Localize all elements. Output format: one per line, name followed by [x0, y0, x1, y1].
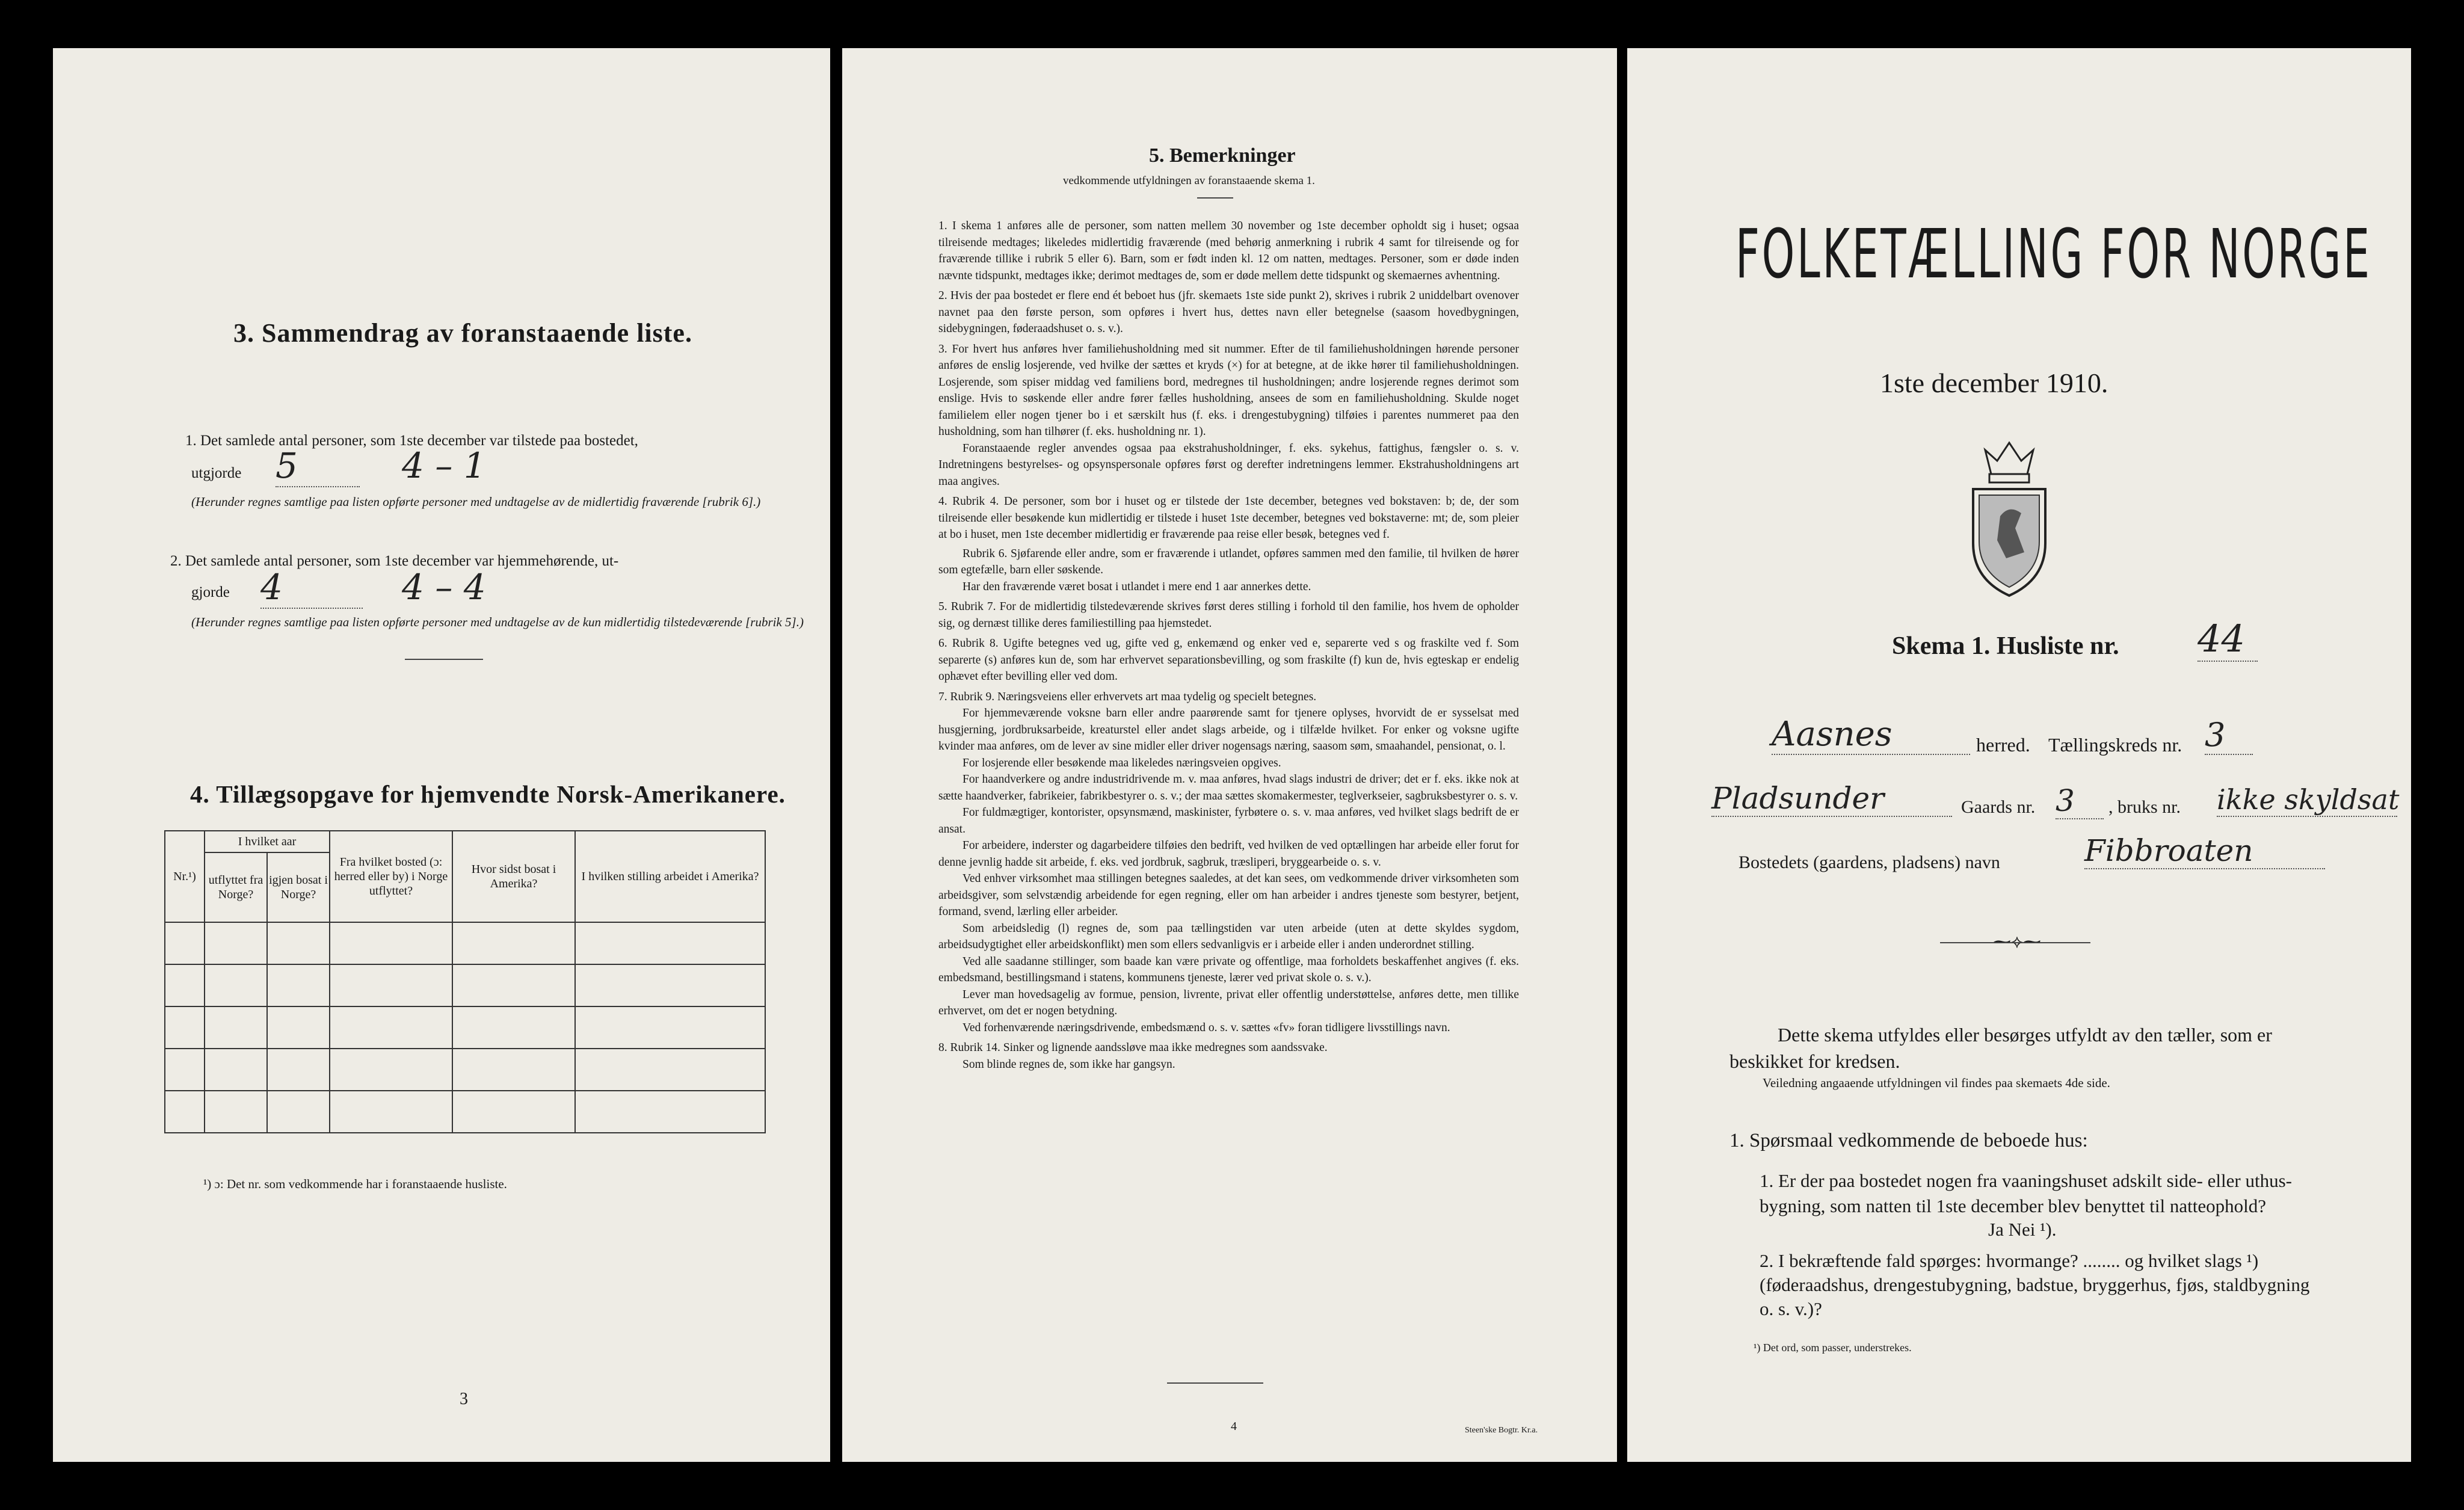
- table-row: [165, 964, 765, 1006]
- page-number: 4: [1231, 1420, 1237, 1433]
- bruks-label: , bruks nr.: [2108, 797, 2181, 817]
- remark-8: 8. Rubrik 14. Sinker og lignende aandssløve maa ikke medregnes som aandssvake.: [938, 1041, 1328, 1054]
- col-utflyttet: utflyttet fra Norge?: [205, 852, 267, 922]
- remark-7d: For haandverkere og andre industridrivende m. v. maa anføres, hvad slags industri de driver; det er f. eks. ikke nok at sætte haandverker, fabrikeier, fabrikbestyrer o. s. v.; der maa sættes skomakermester, teglverkseier, sagbruksbestyrer o. s. v.: [938, 773, 1519, 803]
- bosted-label: Bostedets (gaardens, pladsens) navn: [1739, 852, 2000, 872]
- table-row: [165, 1006, 765, 1049]
- bosted-value: Fibbroaten: [2084, 833, 2325, 869]
- section3-item1-text: 1. Det samlede antal personer, som 1ste december var tilstede paa bostedet,: [185, 433, 638, 449]
- item2-handwritten-extra: 4 – 4: [402, 567, 486, 608]
- bemerkninger-title: 5. Bemerkninger: [1149, 144, 1296, 167]
- husliste-number: 44: [2198, 617, 2258, 662]
- herred-label: herred.: [1976, 734, 2030, 756]
- col-fra-hvilket-bosted: Fra hvilket bosted (ɔ: herred eller by) i Norge utflyttet?: [330, 831, 452, 922]
- section3-item1-note: (Herunder regnes samtlige paa listen opførte personer med undtagelse av de midlertidig fraværende [rubrik 6].): [191, 495, 761, 509]
- col-igjen-bosat: igjen bosat i Norge?: [267, 852, 330, 922]
- section3-item2-lead: gjorde: [191, 584, 230, 600]
- remark-4b: Rubrik 6. Sjøfarende eller andre, som er fraværende i utlandet, opføres sammen med den familie, til hvilken de hører som egtefælle, barn eller søskende.: [938, 547, 1519, 576]
- divider: [1940, 942, 2090, 943]
- remark-2: 2. Hvis der paa bostedet er flere end ét beboet hus (jfr. skemaets 1ste side punkt 2), skrives i rubrik 2 uniddelbart ovenover navnet paa den første person, som opføres i hvert hus, dettes navn eller betegnelse (saasom hovedbygningen, sidebygningen, føderaadshuset o. s. v.).: [938, 289, 1519, 335]
- remark-6: 6. Rubrik 8. Ugifte betegnes ved ug, gifte ved g, enkemænd og enker ved e, separerte ved s og fraskilte ved f. Som separerte (s) anføres kun de, som har erhvervet separationsbevilling, og som fraskilte (f) kun de, hvis egteskap er endelig ophævet efter bevilling eller ved dom.: [938, 637, 1519, 683]
- divider: [1197, 197, 1233, 199]
- remark-4: 4. Rubrik 4. De personer, som bor i huset og er tilstede der 1ste december, betegnes ved bokstaven: b; de, der som tilreisende eller besøkende kun midlertidig er tilstede i huset 1ste december, betegnes ved bokstaverne: mt; de, som pleier at bo i huset, men 1ste december midlertidig er fraværende paa reise eller besøk, betegnes ved f.: [938, 495, 1519, 541]
- census-title: FOLKETÆLLING FOR NORGE: [1736, 215, 2372, 294]
- page-1-cover: [1627, 48, 2411, 1462]
- gaard-number: 3: [2056, 783, 2104, 819]
- remark-7g: Ved enhver virksomhet maa stillingen betegnes saaledes, at det kan sees, om vedkommende driver virksomheten som arbeidsgiver, som selvstændig arbeidende for egen regning, eller om han arbeider i andres tjeneste som bestyrer, betjent, formand, svend, lærling eller arbeider.: [938, 872, 1519, 918]
- skema-label: Skema 1. Husliste nr.: [1892, 632, 2119, 660]
- remark-7f: For arbeidere, inderster og dagarbeidere tilføies den bedrift, ved hvilken de ved optællingen har arbeide eller forut for denne jevnlig hadde sit arbeide, f. eks. ved jordbruk, sagbruk, træsliperi, bryggearbeide o. s. v.: [938, 839, 1519, 869]
- kreds-value: 3: [2205, 716, 2253, 755]
- gaard-label: Gaards nr.: [1961, 797, 2036, 817]
- col-hvor-sidst-bosat: Hvor sidst bosat i Amerika?: [452, 831, 575, 922]
- remark-7j: Lever man hovedsagelig av formue, pension, livrente, privat eller offentlig understøttelse, anføres dette, men tillike erhvervet, om det er nogen betydning.: [938, 988, 1519, 1017]
- remarks-list: [938, 218, 1519, 1073]
- question1-item1: 1. Er der paa bostedet nogen fra vaaningshuset adskilt side- eller uthus-bygning, som natten til 1ste december blev benyttet til natteophold?: [1760, 1170, 2292, 1216]
- remark-7i: Ved alle saadanne stillinger, som baade kan være private og offentlige, maa forholdets beskaffenhet angives (f. eks. embedsmand, bestillingsmand i statens, kommunens tjeneste, lærer ved privat skole o. s. v.).: [938, 955, 1519, 984]
- kreds-label: Tællingskreds nr.: [2048, 734, 2182, 756]
- divider: [1167, 1382, 1263, 1384]
- remark-7b: For hjemmeværende voksne barn eller andre paarørende samt for tjenere oplyses, hvorvidt de er sysselsat med husgjerning, jordbruksarbeide, kreaturstel eller andet slags arbeide, og i tilfælde hvilket. For enker og voksne ugifte kvinder maa anføres, om de lever av sine midler eller driver nogensags næring, saasom søm, smaahandel, pensionat, o. l.: [938, 707, 1519, 753]
- section4-footnote: ¹) ɔ: Det nr. som vedkommende har i foranstaaende husliste.: [203, 1177, 507, 1191]
- census-date: 1ste december 1910.: [1880, 368, 2108, 398]
- intro-note: Veiledning angaaende utfyldningen vil findes paa skemaets 4de side.: [1763, 1076, 2110, 1090]
- coat-of-arms-icon: [1964, 438, 2054, 600]
- section3-item2-text: 2. Det samlede antal personer, som 1ste december var hjemmehørende, ut-: [170, 553, 619, 569]
- item1-handwritten-count: 5: [276, 445, 360, 487]
- remark-3b: Foranstaaende regler anvendes ogsaa paa ekstrahusholdninger, f. eks. sykehus, fattighus, fængsler o. s. v. Indretningens bestyrelses- og opsynspersonale opføres først og derefter indretningens lemmer. Ekstrahusholdningens art maa angives.: [938, 442, 1519, 488]
- right-footnote: ¹) Det ord, som passer, understrekes.: [1754, 1342, 1912, 1354]
- gaard-value: Pladsunder: [1711, 781, 1952, 817]
- remark-7e: For fuldmægtiger, kontorister, opsynsmænd, maskinister, fyrbøtere o. s. v. maa anføres, ved hvilket slags bedrift de er ansat.: [938, 806, 1519, 836]
- page-4: [842, 48, 1617, 1462]
- item2-handwritten-count: 4: [260, 567, 363, 609]
- bemerkninger-subtitle: vedkommende utfyldningen av foranstaaende skema 1.: [1063, 174, 1315, 187]
- col-nr: Nr.¹): [165, 831, 205, 922]
- question1-item2: 2. I bekræftende fald spørges: hvormange? ........ og hvilket slags ¹) (føderaadshus, drengestubygning, badstue, bryggerhus, fjøs, staldbygning o. s. v.)?: [1760, 1250, 2310, 1319]
- intro-text: Dette skema utfyldes eller besørges utfyldt av den tæller, som er beskikket for kredsen.: [1729, 1024, 2272, 1072]
- remark-7k: Ved forhenværende næringsdrivende, embedsmænd o. s. v. sættes «fv» foran tidligere livsstillings navn.: [962, 1021, 1450, 1034]
- remark-5: 5. Rubrik 7. For de midlertidig tilstedeværende skrives først deres stilling i forhold til den familie, hos hvem de opholder sig, og dernæst tillike deres familiestilling paa hjemstedet.: [938, 600, 1519, 630]
- remark-3: 3. For hvert hus anføres hver familiehusholdning med sit nummer. Efter de til familiehusholdningen hørende personer anføres de enslig losjerende, ved hvilke der sættes et kryds (×) for at betegne, at de ikke hører til familiehusholdningen. Losjerende, som spiser middag ved familiens bord, medregnes til husholdningen; andre losjerende regnes derimot som enslige. Hvis to søskende eller andre fører fælles husholdning, ansees de som en familiehusholdning. Skulde noget familielem eller nogen tjener bo i et særskilt hus (f. eks. i drengestubygning) tilføies i parentes nummeret paa den husholdning, som han tilhører (f. eks. husholdning nr. 1).: [938, 342, 1519, 438]
- page-number: 3: [460, 1390, 468, 1408]
- item1-handwritten-extra: 4 – 1: [402, 445, 486, 486]
- divider: [405, 659, 483, 660]
- norsk-amerikanere-table: [164, 830, 766, 1133]
- page-3: [53, 48, 830, 1462]
- section3-title: 3. Sammendrag av foranstaaende liste.: [233, 318, 692, 348]
- table-row: [165, 922, 765, 964]
- col-i-hvilket-aar: I hvilket aar: [205, 831, 330, 852]
- remark-7c: For losjerende eller besøkende maa likeledes næringsveien opgives.: [962, 756, 1281, 769]
- remark-7: 7. Rubrik 9. Næringsveiens eller erhvervets art maa tydelig og specielt betegnes.: [938, 690, 1317, 703]
- col-stilling: I hvilken stilling arbeidet i Amerika?: [575, 831, 765, 922]
- question1-item1-answer: Ja Nei ¹).: [1988, 1219, 2057, 1240]
- table-row: [165, 1091, 765, 1133]
- remark-7h: Som arbeidsledig (l) regnes de, som paa tællingstiden var uten arbeide (uten at dette skyldes sygdom, arbeidsudygtighet eller arbeidskonflikt) men som ellers sedvanligvis er i arbeide eller i anden underordnet stilling.: [938, 922, 1519, 951]
- bruks-value: ikke skyldsat: [2217, 783, 2400, 816]
- section3-item2-note: (Herunder regnes samtlige paa listen opførte personer med undtagelse av de kun midlertidig tilstedeværende [rubrik 5].): [191, 615, 804, 629]
- section4-title: 4. Tillægsopgave for hjemvendte Norsk-Amerikanere.: [190, 780, 786, 808]
- printer-mark: Steen'ske Bogtr. Kr.a.: [1465, 1426, 1538, 1435]
- remark-1: 1. I skema 1 anføres alle de personer, som natten mellem 30 november og 1ste december opholdt sig i huset; ogsaa tilreisende medtages; likeledes midlertidig fraværende (med behørig anmerkning i rubrik 4 samt for tilreisende og for fraværende tillike i rubrik 5 eller 6). Barn, som er født inden kl. 12 om natten, medtages. Personer, som er døde inden nævnte tidspunkt, medtages ikke; derimot medtages de, som er døde mellem dette tidspunkt og skemaernes avhentning.: [938, 220, 1519, 282]
- herred-value: Aasnes: [1772, 715, 1970, 755]
- question1-title: 1. Spørsmaal vedkommende de beboede hus:: [1729, 1130, 2088, 1151]
- table-row: [165, 1049, 765, 1091]
- ornament-divider: ⁓⟡⁓: [1993, 932, 2041, 952]
- section3-item1-lead: utgjorde: [191, 465, 242, 481]
- remark-4c: Har den fraværende været bosat i utlandet i mere end 1 aar annerkes dette.: [962, 580, 1311, 593]
- remark-8b: Som blinde regnes de, som ikke har gangsyn.: [962, 1058, 1175, 1071]
